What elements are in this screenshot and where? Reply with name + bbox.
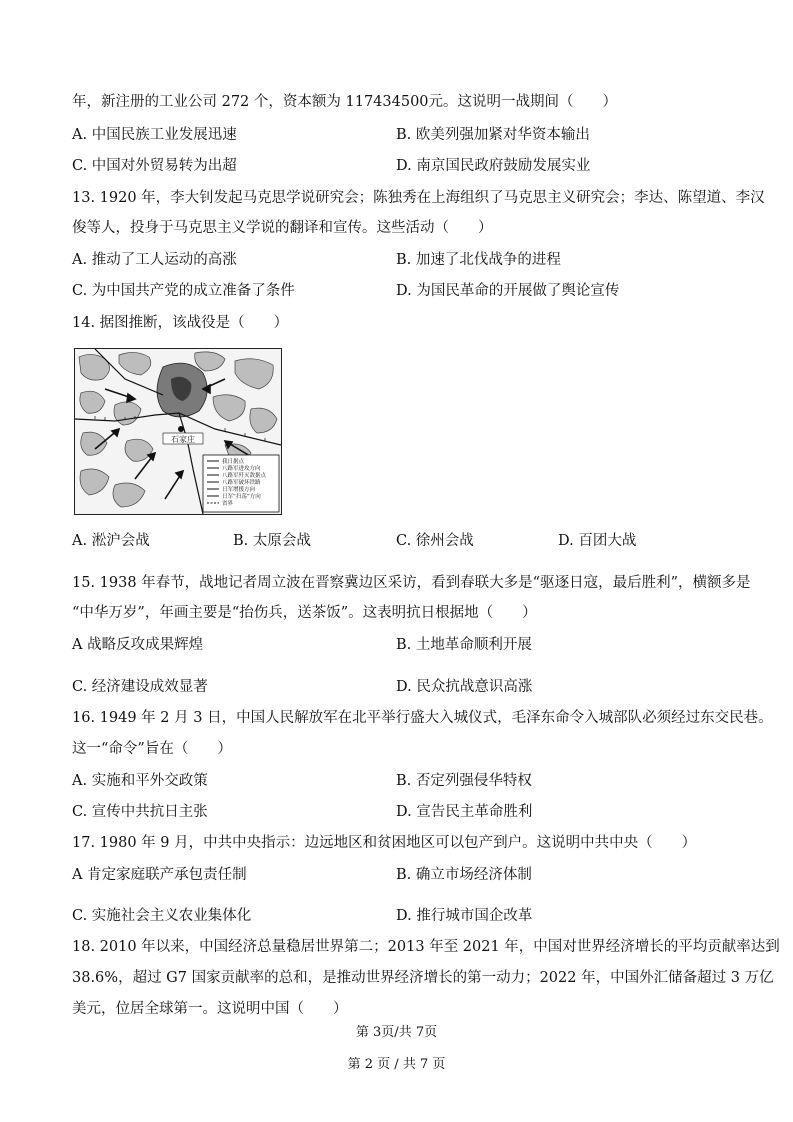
q17-stem: 17. 1980 年 9 月，中共中央指示：边远地区和贫困地区可以包产到户。这说明中共中央（ ） xyxy=(72,835,697,851)
q17-option-b: B. 确立市场经济体制 xyxy=(396,867,532,883)
q13-stem-line-2: 俊等人，投身于马克思主义学说的翻译和宣传。这些活动（ ） xyxy=(72,220,493,236)
legend-item: 八路军破坏铁路 xyxy=(222,480,261,486)
q16-stem-line-2: 这一“命令”旨在（ ） xyxy=(72,741,232,757)
q13-option-d: D. 为国民革命的开展做了舆论宣传 xyxy=(396,283,620,299)
outer-page-number: 第 2 页 / 共 7 页 xyxy=(347,1057,446,1072)
q15-option-a: A 战略反攻成果辉煌 xyxy=(72,637,204,653)
legend-item: 八路军进攻方向 xyxy=(222,466,261,472)
map-city-label: 石家庄 xyxy=(171,435,195,444)
q12-option-a: A. 中国民族工业发展迅速 xyxy=(72,127,237,143)
q18-stem-line-1: 18. 2010 年以来，中国经济总量稳居世界第二；2013 年至 2021 年，中国对世界经济增长的平均贡献率达到 xyxy=(72,939,780,955)
q12-stem-tail: 年，新注册的工业公司 272 个，资本额为 117434500元。这说明一战期间（ ） xyxy=(72,94,618,110)
inner-page-number: 第 3页/共 7页 xyxy=(355,1025,438,1040)
q18-stem-line-2: 38.6%，超过 G7 国家贡献率的总和，是推动世界经济增长的第一动力；2022 年，中国外汇储备超过 3 万亿 xyxy=(72,970,774,986)
q14-stem: 14. 据图推断，该战役是（ ） xyxy=(72,315,289,331)
q12-option-d: D. 南京国民政府鼓励发展实业 xyxy=(396,158,591,174)
q15-stem-line-2: “中华万岁”，年画主要是“抬伤兵，送茶饭”。这表明抗日根据地（ ） xyxy=(72,605,537,621)
q13-option-b: B. 加速了北伐战争的进程 xyxy=(396,252,561,268)
legend-item: 日军增援方向 xyxy=(222,487,256,493)
q16-option-c: C. 宣传中共抗日主张 xyxy=(72,804,208,820)
battle-map-figure xyxy=(74,348,282,515)
q13-option-a: A. 推动了工人运动的高涨 xyxy=(72,252,237,268)
q16-option-d: D. 宣告民主革命胜利 xyxy=(396,804,533,820)
q12-option-b: B. 欧美列强加紧对华资本输出 xyxy=(396,127,590,143)
q14-option-b: B. 太原会战 xyxy=(233,533,311,549)
legend-item: 省界 xyxy=(222,501,234,507)
q16-stem-line-1: 16. 1949 年 2 月 3 日，中国人民解放军在北平举行盛大入城仪式，毛泽东命令入城部队必须经过东交民巷。 xyxy=(72,710,773,726)
legend-item: 我日据点 xyxy=(222,459,245,465)
q14-option-d: D. 百团大战 xyxy=(558,533,637,549)
q15-stem-line-1: 15. 1938 年春节，战地记者周立波在晋察冀边区采访，看到春联大多是“驱逐日寇，最后胜利”，横额多是 xyxy=(72,575,751,591)
q15-option-d: D. 民众抗战意识高涨 xyxy=(396,679,533,695)
q14-option-a: A. 淞沪会战 xyxy=(72,533,150,549)
q17-option-c: C. 实施社会主义农业集体化 xyxy=(72,908,252,924)
q16-option-b: B. 否定列强侵华特权 xyxy=(396,773,532,789)
legend-item: 日军“扫荡”方向 xyxy=(222,494,261,500)
q15-option-b: B. 土地革命顺利开展 xyxy=(396,637,532,653)
q18-stem-line-3: 美元，位居全球第一。这说明中国（ ） xyxy=(72,1001,348,1017)
q13-option-c: C. 为中国共产党的成立准备了条件 xyxy=(72,283,295,299)
q13-stem-line-1: 13. 1920 年，李大钊发起马克思学说研究会；陈独秀在上海组织了马克思主义研究会；李达、陈望道、李汉 xyxy=(72,190,765,206)
q17-option-a: A 肯定家庭联产承包责任制 xyxy=(72,867,247,883)
q17-option-d: D. 推行城市国企改革 xyxy=(396,908,533,924)
q16-option-a: A. 实施和平外交政策 xyxy=(72,773,208,789)
q15-option-c: C. 经济建设成效显著 xyxy=(72,679,208,695)
legend-item: 八路军歼灭敌据点 xyxy=(222,473,267,479)
q14-option-c: C. 徐州会战 xyxy=(396,533,474,549)
q12-option-c: C. 中国对外贸易转为出超 xyxy=(72,158,237,174)
